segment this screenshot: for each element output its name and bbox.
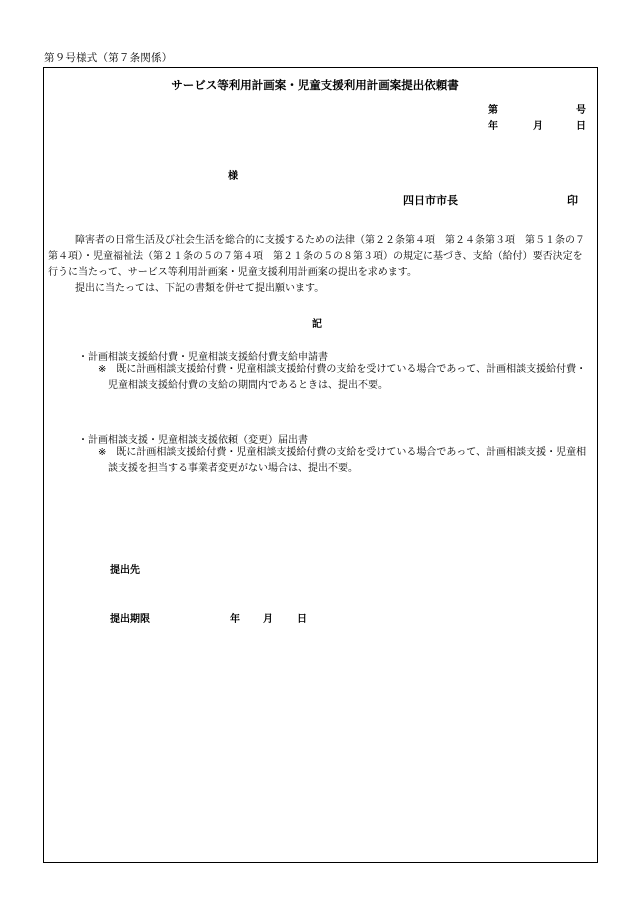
submission-deadline-month: 月 — [263, 614, 273, 625]
item-1-label: ・計画相談支援給付費・児童相談支援給付費支給申請書 — [78, 352, 328, 363]
submission-deadline-year: 年 — [230, 614, 240, 625]
ki-heading: 記 — [312, 319, 322, 330]
submission-destination-label: 提出先 — [110, 565, 140, 576]
date-month: 月 — [533, 121, 543, 132]
addressee-suffix: 様 — [228, 171, 238, 182]
doc-number-suffix: 号 — [576, 105, 586, 116]
date-day: 日 — [576, 121, 586, 132]
item-1-note: ※ 既に計画相談支援給付費・児童相談支援給付費の支給を受けている場合であって、計画相談支援給付費・児童相談支援給付費の支給の期間内であるときは、提出不要。 — [98, 364, 587, 391]
doc-number-prefix: 第 — [488, 105, 498, 116]
form-number: 第９号様式（第７条関係） — [44, 52, 173, 64]
body-paragraph-2: 提出に当たっては、下記の書類を併せて提出願います。 — [75, 283, 325, 294]
submission-deadline-day: 日 — [297, 614, 307, 625]
item-2-label: ・計画相談支援・児童相談支援依頼（変更）届出書 — [78, 435, 308, 446]
issuer-seal: 印 — [567, 194, 578, 207]
date-year: 年 — [488, 121, 498, 132]
body-paragraph-1: 障害者の日常生活及び社会生活を総合的に支援するための法律（第２２条第４項 第２４条第３項 第５１条の７第４項）・児童福祉法（第２１条の５の７第４項 第２１条の５の８第３項）の規定に基づき、支給（給付）要否決定を行うに当たって、サービス等利用計画案・児童支援利用計画案の提出を求めます。 — [48, 235, 585, 278]
item-2-note: ※ 既に計画相談支援給付費・児童相談支援給付費の支給を受けている場合であって、計画相談支援・児童相談支援を担当する事業者変更がない場合は、提出不要。 — [98, 447, 587, 474]
submission-deadline-label: 提出期限 — [110, 614, 150, 625]
document-title: サービス等利用計画案・児童支援利用計画案提出依頼書 — [171, 78, 459, 92]
issuer-name: 四日市市長 — [403, 194, 458, 207]
